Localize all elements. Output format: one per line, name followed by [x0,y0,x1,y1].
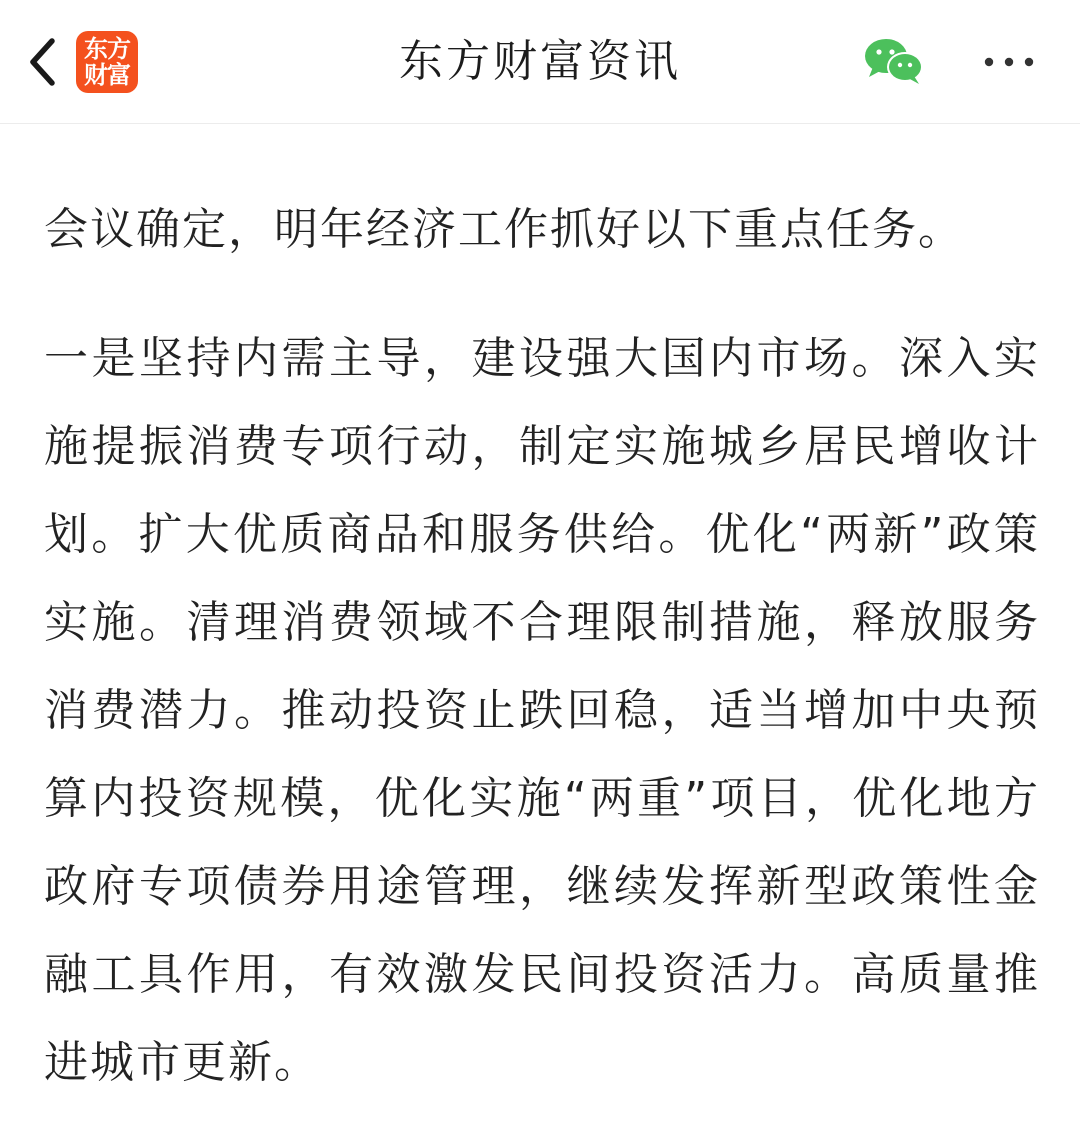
logo-text: 东方财富 [84,34,130,89]
article-body [44,186,1040,1107]
more-button[interactable] [978,40,1040,84]
article-paragraph: 会议确定，明年经济工作抓好以下重点任务。 [44,204,964,255]
top-bar [0,0,1080,124]
more-horizontal-icon [981,56,1037,68]
article-paragraph: 一是坚持内需主导，建设强大国内市场。深入实施提振消费专项行动，制定实施城乡居民增收计划。扩大优质商品和服务供给。优化“两新”政策实施。清理消费领域不合理限制措施，释放服务消费潜力。推动投资止跌回稳，适当增加中央预算内投资规模，优化实施“两重”项目，优化地方政府专项债券用途管理，继续发挥新型政策性金融工具作用，有效激发民间投资活力。高质量推进城市更新。 [44,333,1040,1088]
page-title: 东方财富资讯 [399,36,681,87]
wechat-share-button[interactable] [862,36,926,88]
wechat-icon [862,36,926,88]
